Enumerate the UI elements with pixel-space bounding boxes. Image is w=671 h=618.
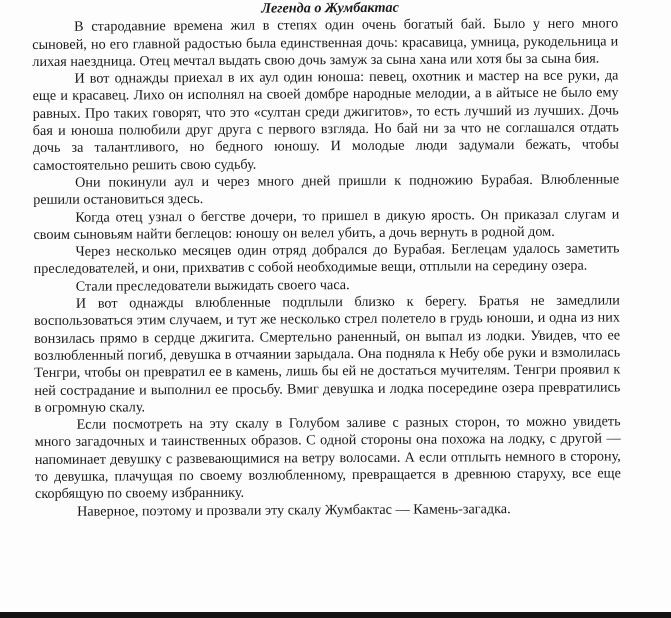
paragraph-escape: Они покинули аул и через много дней пришли к подножию Бурабая. Влюбленные решили остановиться здесь.: [33, 171, 620, 209]
paragraph-intro: В стародавние времена жил в степях один очень богатый бай. Было у него много сыновей, но его главной радостью была единственная дочь: красавица, умница, рукодельница и лихая наездница. Отец мечтал выдать свою дочь замуж за сына хана или хотя бы за сына бия.: [32, 15, 619, 70]
bottom-border: [0, 612, 671, 618]
paragraph-young-man: И вот однажды приехал в их аул один юноша: певец, охотник и мастер на все руки, да еще и красавец. Лихо он исполнял на своей домбре народные мелодии, а в айтысе не было ему равных. Про таких говорят, что это «султан среди джигитов», то есть лучший из лучших. Дочь бая и юноша полюбили друг друга с первого взгляда. Но бай ни за что не соглашался отдать дочь за талантливого, но бедного юношу. И молодые люди задумали бежать, чтобы самостоятельно решить свою судьбу.: [32, 67, 619, 174]
paragraph-father-rage: Когда отец узнал о бегстве дочери, то пришел в дикую ярость. Он приказал слугам и своим сыновьям найти беглецов: юношу он велел убить, а дочь вернуть в родной дом.: [33, 205, 620, 243]
paragraph-conclusion: Наверное, поэтому и прозвали эту скалу Жумбактас — Камень-загадка.: [77, 500, 511, 520]
document-title: Легенда о Жумбактас: [261, 0, 399, 17]
paragraph-pursuit: Через несколько месяцев один отряд добрался до Бурабая. Беглецам удалось заметить преследователей, и они, прихватив с собой необходимые вещи, отплыли на середину озера.: [33, 240, 620, 278]
paragraph-tragedy: И вот однажды влюбленные подплыли близко к берегу. Братья не замедлили воспользоваться этим случаем, и тут же несколько стрел полетело в грудь юноши, и одна из них вонзилась прямо в сердце джигита. Смертельно раненный, он выпал из лодки. Увидев, что ее возлюбленный погиб, девушка в отчаянии зарыдала. Она подняла к Небу обе руки и взмолилась Тенгри, чтобы он превратил ее в камень, лишь бы ей не достаться мучителям. Тенгри проявил к ней сострадание и выполнил ее просьбу. Вмиг девушка и лодка посередине озера превратились в огромную скалу.: [33, 292, 621, 416]
paragraph-waiting: Стали преследователи выжидать своего часа.: [75, 276, 350, 295]
document-body: [32, 0, 621, 521]
paragraph-rock-images: Если посмотреть на эту скалу в Голубом заливе с разных сторон, то можно увидеть много загадочных и таинственных образов. С одной стороны она похожа на лодку, с другой — напоминает девушку с развевающимися на ветру волосами. А если отплыть немного в сторону, то девушка, плачущая по своему возлюбленному, превращается в древнюю старуху, все еще скорбящую по своему избраннику.: [34, 413, 621, 503]
